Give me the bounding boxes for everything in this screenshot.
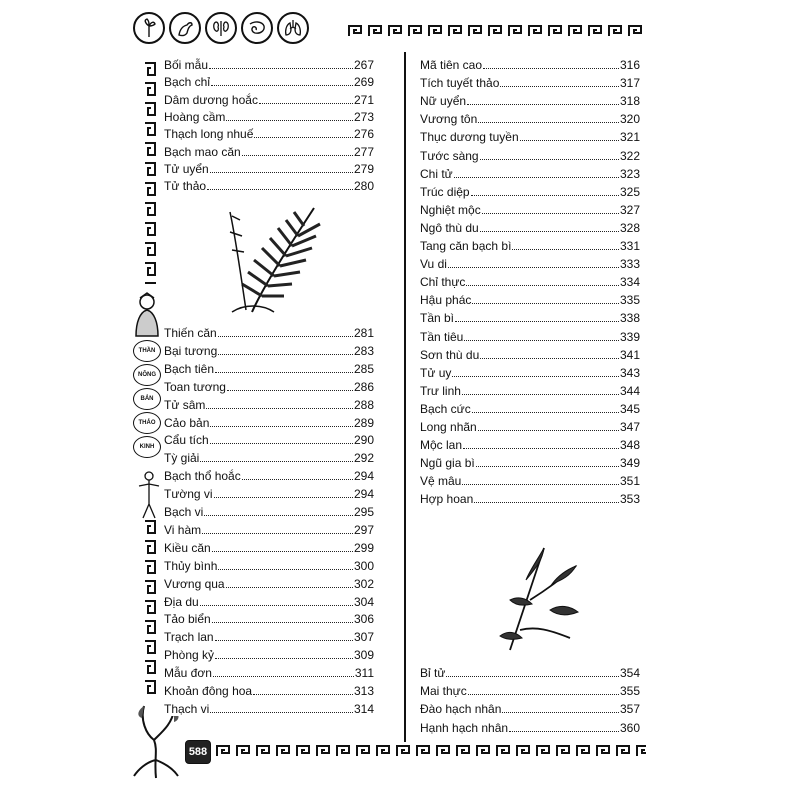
- dot-leader: [448, 267, 619, 268]
- toc-entry-page: 273: [353, 109, 374, 124]
- toc-entry-title: Mã tiên cao: [420, 58, 483, 72]
- dot-leader: [512, 249, 619, 250]
- toc-entry-title: Địa du: [164, 594, 199, 609]
- dot-leader: [242, 155, 353, 156]
- toc-entry: [164, 485, 374, 501]
- title-badge: THẦN: [133, 340, 161, 362]
- toc-entry-page: 294: [353, 469, 374, 484]
- toc-entry: [420, 382, 640, 398]
- toc-entry-page: 318: [619, 94, 640, 109]
- toc-entry: [420, 201, 640, 217]
- toc-entry-page: 328: [619, 220, 640, 235]
- leafy-branch-illustration: [490, 540, 588, 654]
- toc-entry-title: Trạch lan: [164, 630, 214, 645]
- toc-entry-page: 348: [619, 438, 640, 453]
- top-icon-row: [133, 12, 309, 44]
- dot-leader: [204, 515, 353, 516]
- toc-entry-page: 289: [353, 415, 374, 430]
- toc-entry-page: 347: [619, 420, 640, 434]
- toc-entry-title: Phòng kỷ: [164, 648, 215, 663]
- page-number: 588: [185, 740, 211, 764]
- dot-leader: [202, 533, 353, 534]
- toc-entry-title: Tích tuyết thảo: [420, 76, 500, 91]
- toc-entry-page: 351: [619, 474, 640, 489]
- toc-entry: [420, 700, 640, 716]
- left-border-ornament-lower: [143, 520, 157, 700]
- toc-entry-title: Bạch thổ hoắc: [164, 469, 241, 484]
- toc-entry-page: 317: [619, 76, 640, 91]
- toc-entry: [420, 472, 640, 488]
- dot-leader: [214, 497, 353, 498]
- toc-entry-title: Bạch chỉ: [164, 75, 211, 90]
- toc-entry: [164, 324, 374, 340]
- toc-entry-page: 294: [353, 487, 374, 502]
- toc-entry-title: Tường vi: [164, 487, 213, 502]
- book-title-badges: [133, 340, 161, 458]
- toc-entry-title: Nữ uyển: [420, 94, 467, 109]
- toc-entry-page: 292: [353, 451, 374, 466]
- dot-leader: [226, 120, 353, 121]
- toc-entry-page: 341: [619, 347, 640, 362]
- dot-leader: [218, 569, 353, 570]
- dot-leader: [226, 587, 353, 588]
- dot-leader: [482, 213, 619, 214]
- flower-icon: [133, 12, 165, 44]
- toc-entry-title: Thục dương tuyền: [420, 130, 519, 145]
- toc-entry-title: Đào hạch nhân: [420, 702, 502, 717]
- toc-entry-title: Tang căn bạch bì: [420, 239, 512, 253]
- toc-entry-page: 304: [353, 594, 374, 609]
- toc-entry-title: Dâm dương hoắc: [164, 92, 258, 107]
- toc-entry-title: Mẫu đơn: [164, 666, 212, 681]
- toc-entry-title: Hợp hoan: [420, 492, 474, 507]
- toc-entry: [420, 128, 640, 144]
- column-divider: [404, 52, 406, 742]
- toc-entry-title: Thiến căn: [164, 326, 217, 340]
- toc-entry: [420, 56, 640, 72]
- dot-leader: [472, 303, 619, 304]
- toc-entry-page: 277: [353, 144, 374, 159]
- toc-entry: [164, 539, 374, 555]
- dot-leader: [462, 484, 619, 485]
- dot-leader: [212, 622, 353, 623]
- toc-entry-title: Ngô thù du: [420, 220, 479, 235]
- title-badge: NÔNG: [133, 364, 161, 386]
- dot-leader: [210, 426, 353, 427]
- toc-entry: [420, 418, 640, 434]
- toc-entry-page: 334: [619, 275, 640, 290]
- dot-leader: [464, 340, 619, 341]
- toc-entry-title: Long nhãn: [420, 420, 477, 434]
- left-border-ornament-upper: [143, 62, 157, 284]
- dot-leader: [509, 731, 619, 732]
- dot-leader: [215, 640, 353, 641]
- toc-entry: [420, 364, 640, 380]
- dot-leader: [211, 85, 353, 86]
- toc-entry-page: 353: [619, 492, 640, 507]
- toc-entry-page: 327: [619, 202, 640, 217]
- toc-entry-title: Bạch mao căn: [164, 144, 241, 159]
- toc-entry-page: 288: [353, 397, 374, 412]
- toc-entry-title: Kiều căn: [164, 540, 211, 555]
- toc-entry: [420, 165, 640, 181]
- title-badge: THẢO: [133, 412, 161, 434]
- toc-entry-page: 283: [353, 343, 374, 358]
- toc-entry: [164, 449, 374, 465]
- dot-leader: [476, 466, 619, 467]
- dot-leader: [468, 694, 619, 695]
- dot-leader: [213, 676, 354, 677]
- toc-entry-page: 314: [353, 701, 374, 716]
- toc-entry: [164, 664, 374, 680]
- toc-entry-title: Tỳ giải: [164, 451, 200, 466]
- toc-entry-page: 345: [619, 401, 640, 416]
- toc-entry-page: 279: [353, 161, 374, 176]
- dot-leader: [462, 394, 619, 395]
- toc-entry: [420, 74, 640, 90]
- toc-entry-title: Nghiệt mộc: [420, 202, 481, 217]
- toc-entry-title: Vi hàm: [164, 522, 202, 537]
- toc-entry-title: Trư linh: [420, 383, 461, 398]
- toc-entry-title: Cảo bản: [164, 415, 210, 430]
- dot-leader: [218, 354, 353, 355]
- toc-entry: [164, 646, 374, 662]
- dot-leader: [466, 285, 619, 286]
- dot-leader: [471, 195, 619, 196]
- toc-entry-title: Tần tiêu: [420, 329, 464, 344]
- dot-leader: [210, 443, 353, 444]
- toc-entry: [420, 328, 640, 344]
- bottom-border-ornament: [216, 744, 646, 758]
- toc-entry: [420, 291, 640, 307]
- dot-leader: [446, 676, 619, 677]
- toc-entry-page: 322: [619, 148, 640, 163]
- toc-entry: [420, 110, 640, 126]
- toc-entry-title: Chỉ thực: [420, 275, 466, 290]
- toc-entry-page: 338: [619, 311, 640, 326]
- toc-entry-page: 321: [619, 130, 640, 145]
- toc-entry: [164, 378, 374, 394]
- toc-entry-title: Mộc lan: [420, 438, 463, 453]
- toc-entry: [420, 454, 640, 470]
- toc-entry-title: Mai thực: [420, 684, 467, 699]
- toc-entry-title: Tảo biển: [164, 612, 211, 627]
- dot-leader: [206, 408, 353, 409]
- toc-entry-title: Khoản đông hoa: [164, 684, 253, 698]
- toc-entry-title: Bạch cức: [420, 401, 471, 416]
- dot-leader: [200, 461, 353, 462]
- toc-entry: [420, 273, 640, 289]
- bird-icon: [169, 12, 201, 44]
- toc-entry-title: Tử thảo: [164, 179, 207, 194]
- toc-entry-page: 267: [353, 58, 374, 72]
- toc-entry-title: Hạnh hạch nhân: [420, 720, 509, 735]
- toc-entry-page: 297: [353, 522, 374, 537]
- toc-entry: [420, 183, 640, 199]
- toc-entry: [164, 628, 374, 644]
- toc-entry-page: 320: [619, 112, 640, 127]
- toc-entry-page: 323: [619, 166, 640, 181]
- dot-leader: [480, 159, 619, 160]
- toc-entry: [164, 56, 374, 72]
- dot-leader: [215, 372, 353, 373]
- toc-entry-title: Vương tôn: [420, 112, 478, 127]
- dot-leader: [210, 172, 353, 173]
- toc-entry-page: 343: [619, 365, 640, 380]
- toc-entry: [420, 219, 640, 235]
- toc-entry: [164, 414, 374, 430]
- dot-leader: [478, 122, 619, 123]
- toc-entry-page: 339: [619, 329, 640, 344]
- dot-leader: [480, 358, 619, 359]
- toc-entry-title: Vệ mâu: [420, 474, 462, 489]
- toc-entry-page: 316: [619, 58, 640, 72]
- toc-entry: [164, 503, 374, 519]
- toc-entry-title: Bạch vi: [164, 505, 204, 519]
- toc-entry: [420, 400, 640, 416]
- toc-entry: [420, 490, 640, 506]
- toc-entry-title: Vương qua: [164, 576, 225, 591]
- toc-entry: [420, 436, 640, 452]
- toc-entry-page: 311: [354, 666, 374, 681]
- toc-entry-title: Chi tử: [420, 166, 453, 181]
- toc-entry: [420, 92, 640, 108]
- toc-entry: [164, 593, 374, 609]
- toc-entry-title: Hậu phác: [420, 293, 472, 308]
- toc-entry-page: 313: [353, 684, 374, 698]
- toc-entry: [164, 177, 374, 193]
- toc-entry-page: 285: [353, 361, 374, 376]
- toc-entry: [164, 73, 374, 89]
- toc-entry: [164, 557, 374, 573]
- dot-leader: [452, 376, 619, 377]
- dot-leader: [227, 390, 353, 391]
- sage-figure-illustration: [130, 292, 164, 338]
- toc-entry-page: 286: [353, 379, 374, 394]
- toc-entry-title: Bỉ tử: [420, 666, 446, 680]
- dot-leader: [212, 551, 353, 552]
- toc-entry-title: Tước sàng: [420, 148, 479, 163]
- toc-entry-title: Tử uy: [420, 365, 452, 380]
- top-border-ornament: [348, 24, 648, 38]
- toc-entry-page: 354: [619, 666, 640, 680]
- toc-entry: [164, 396, 374, 412]
- toc-entry-title: Trúc diệp: [420, 184, 470, 199]
- toc-entry-title: Tử sâm: [164, 397, 206, 412]
- dot-leader: [463, 448, 619, 449]
- toc-entry-page: 333: [619, 257, 640, 272]
- toc-entry-page: 276: [353, 127, 374, 142]
- dot-leader: [207, 189, 353, 190]
- dot-leader: [218, 336, 353, 337]
- toc-entry-page: 271: [353, 92, 374, 107]
- toc-entry-title: Ngũ gia bì: [420, 456, 475, 471]
- dot-leader: [455, 321, 619, 322]
- toc-entry-page: 331: [619, 239, 640, 253]
- toc-entry-page: 344: [619, 383, 640, 398]
- toc-entry: [420, 346, 640, 362]
- toc-entry-page: 309: [353, 648, 374, 663]
- toc-entry-title: Tần bì: [420, 311, 455, 326]
- dot-leader: [259, 103, 353, 104]
- dot-leader: [500, 86, 619, 87]
- toc-entry: [164, 610, 374, 626]
- toc-entry-title: Sơn thù du: [420, 347, 480, 362]
- toc-entry-page: 307: [353, 630, 374, 645]
- toc-entry: [164, 575, 374, 591]
- anatomy-figure-illustration: [134, 470, 164, 520]
- toc-entry: [420, 255, 640, 271]
- toc-entry-title: Bối mẫu: [164, 58, 209, 72]
- toc-entry-page: 290: [353, 433, 374, 448]
- toc-entry-page: 349: [619, 456, 640, 471]
- dot-leader: [200, 605, 353, 606]
- toc-entry-title: Bại tương: [164, 343, 218, 358]
- dot-leader: [520, 140, 619, 141]
- title-badge: BẢN: [133, 388, 161, 410]
- dot-leader: [209, 68, 353, 69]
- dot-leader: [467, 104, 619, 105]
- toc-entry-page: 269: [353, 75, 374, 90]
- toc-entry: [164, 91, 374, 107]
- toc-entry-title: Cẩu tích: [164, 433, 209, 448]
- toc-entry-title: Toan tương: [164, 379, 226, 394]
- toc-entry-page: 295: [353, 505, 374, 519]
- toc-entry-page: 306: [353, 612, 374, 627]
- toc-entry-title: Bạch tiên: [164, 361, 215, 376]
- toc-entry-page: 335: [619, 293, 640, 308]
- toc-entry-page: 355: [619, 684, 640, 699]
- toc-entry: [164, 125, 374, 141]
- dot-leader: [472, 412, 619, 413]
- dot-leader: [242, 479, 353, 480]
- dot-leader: [210, 712, 353, 713]
- toc-entry: [164, 108, 374, 124]
- toc-entry: [420, 237, 640, 253]
- toc-entry-page: 300: [353, 558, 374, 573]
- stomach-icon: [241, 12, 273, 44]
- toc-entry-title: Thủy bình: [164, 558, 218, 573]
- toc-entry: [164, 467, 374, 483]
- toc-entry-title: Thạch vi: [164, 701, 210, 716]
- fern-illustration: [222, 200, 332, 318]
- toc-entry: [164, 160, 374, 176]
- toc-entry: [420, 309, 640, 325]
- toc-entry: [164, 521, 374, 537]
- dot-leader: [502, 712, 619, 713]
- toc-entry-page: 299: [353, 540, 374, 555]
- dot-leader: [474, 502, 619, 503]
- kidney-icon: [205, 12, 237, 44]
- toc-entry: [164, 342, 374, 358]
- lungs-icon: [277, 12, 309, 44]
- toc-entry: [420, 664, 640, 680]
- dot-leader: [253, 694, 353, 695]
- toc-entry: [420, 682, 640, 698]
- toc-entry-title: Hoàng cầm: [164, 109, 226, 124]
- toc-entry: [420, 147, 640, 163]
- toc-entry: [420, 719, 640, 735]
- toc-entry-title: Vu di: [420, 257, 447, 272]
- dot-leader: [254, 137, 353, 138]
- toc-entry-page: 325: [619, 184, 640, 199]
- toc-entry-page: 302: [353, 576, 374, 591]
- toc-entry: [164, 360, 374, 376]
- toc-entry: [164, 143, 374, 159]
- toc-entry-title: Tử uyển: [164, 161, 209, 176]
- toc-entry: [164, 431, 374, 447]
- dot-leader: [215, 658, 353, 659]
- dot-leader: [483, 68, 619, 69]
- toc-entry: [164, 682, 374, 698]
- toc-entry-title: Thạch long nhuế: [164, 127, 254, 142]
- title-badge: KINH: [133, 436, 161, 458]
- toc-entry: [164, 700, 374, 716]
- dot-leader: [454, 177, 619, 178]
- dot-leader: [480, 231, 619, 232]
- toc-entry-page: 360: [619, 720, 640, 735]
- dot-leader: [478, 430, 619, 431]
- toc-entry-page: 280: [353, 179, 374, 194]
- toc-entry-page: 281: [353, 326, 374, 340]
- toc-entry-page: 357: [619, 702, 640, 717]
